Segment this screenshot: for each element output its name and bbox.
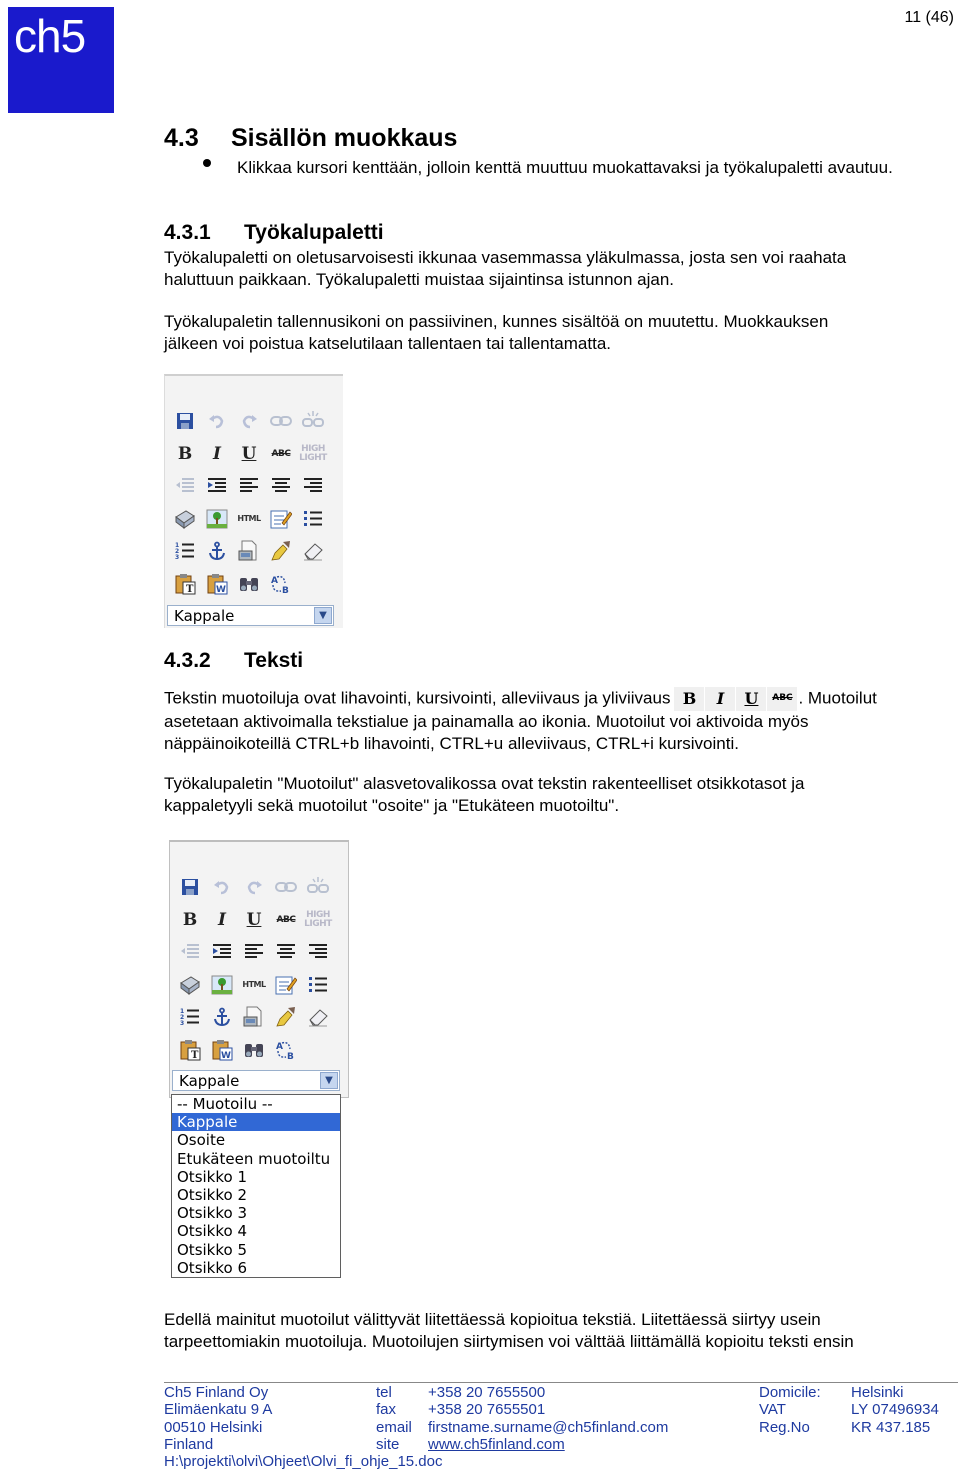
section-number: 4.3.1 — [164, 221, 211, 244]
paragraph-line: Työkalupaletin tallennusikoni on passiivinen, kunnes sisältöä on muutettu. Muokkauksen — [164, 312, 829, 331]
toolbar-palette-screenshot — [164, 374, 343, 628]
footer-domicile: Helsinki — [851, 1384, 904, 1401]
footer-legal-values — [851, 1384, 956, 1436]
html-icon[interactable] — [233, 504, 265, 534]
footer-vat: LY 07496934 — [851, 1401, 939, 1419]
bold-icon[interactable]: B — [177, 443, 193, 464]
footer-contact-values — [428, 1384, 748, 1453]
align-left-icon[interactable] — [233, 471, 265, 501]
underline-icon[interactable]: U — [246, 909, 262, 930]
dropdown-option[interactable]: Otsikko 6 — [177, 1258, 247, 1277]
svg-text:T: T — [186, 583, 194, 595]
footer-street: Elimäenkatu 9 A — [164, 1401, 273, 1419]
highlight-icon[interactable] — [302, 905, 334, 935]
undo-icon[interactable] — [201, 406, 233, 436]
paragraph — [164, 1309, 960, 1352]
eraser-icon[interactable] — [302, 1002, 334, 1032]
bullet-list-icon[interactable] — [302, 970, 334, 1000]
footer-site-link[interactable]: www.ch5finland.com — [428, 1435, 565, 1453]
highlight-label-top: HIGH — [301, 443, 325, 454]
inline-strikethrough-icon — [767, 687, 797, 711]
footer-divider — [164, 1382, 958, 1383]
footer-country: Finland — [164, 1435, 214, 1453]
dropdown-option[interactable]: Otsikko 4 — [177, 1222, 247, 1241]
paragraph-line: näppäinoikoteillä CTRL+b lihavointi, CTRL+u alleviivaus, CTRL+i kursivointi. — [164, 733, 739, 753]
svg-text:2: 2 — [180, 1014, 185, 1021]
paragraph — [164, 247, 954, 290]
paste-text-icon[interactable] — [169, 569, 201, 599]
align-left-icon[interactable] — [238, 937, 270, 967]
dropdown-option[interactable]: Etukäteen muotoiltu — [177, 1149, 331, 1168]
svg-text:B: B — [282, 585, 289, 595]
underline-icon[interactable]: U — [241, 443, 257, 464]
link-icon[interactable] — [265, 406, 297, 436]
dropdown-option[interactable]: Otsikko 5 — [177, 1240, 247, 1259]
paragraph — [164, 773, 960, 816]
italic-icon[interactable]: I — [213, 443, 221, 464]
clean-brush-icon[interactable] — [270, 1002, 302, 1032]
paste-word-icon[interactable] — [201, 569, 233, 599]
inline-bold-icon: B — [674, 687, 704, 711]
italic-icon[interactable]: I — [218, 909, 226, 930]
section-heading-4-3 — [164, 124, 457, 153]
paragraph-line: asetetaan aktivoimalla tekstialue ja painamalla ao ikonia. Muotoilut voi aktivoida myös — [164, 712, 809, 731]
inline-italic-icon: I — [705, 687, 735, 711]
svg-text:A: A — [276, 1041, 283, 1052]
section-title: Teksti — [244, 649, 304, 672]
page-number: 11 (46) — [904, 9, 954, 26]
format-select[interactable] — [172, 1070, 340, 1091]
paragraph-line: jälkeen voi poistua katselutilaan tallentaen tai tallentamatta. — [164, 333, 612, 353]
section-number: 4.3.2 — [164, 649, 211, 672]
paragraph-line: kappaletyyli sekä muotoilut "osoite" ja "Etukäteen muotoiltu". — [164, 795, 620, 815]
dropdown-option[interactable]: Osoite — [177, 1131, 226, 1150]
svg-text:3: 3 — [180, 1020, 185, 1027]
toolbar-palette-with-dropdown-screenshot — [169, 840, 349, 1098]
text-run: Tekstin muotoiluja ovat lihavointi, kursivointi, alleviivaus ja yliviivaus — [164, 688, 671, 708]
align-center-icon[interactable] — [265, 471, 297, 501]
strikethrough-icon[interactable] — [265, 439, 297, 469]
bold-icon[interactable]: B — [182, 909, 198, 930]
paragraph-line: Edellä mainitut muotoilut välittyvät liitettäessä kopioitua tekstiä. Liitettäessä siirtyy usein — [164, 1310, 821, 1329]
image-icon[interactable] — [206, 970, 238, 1000]
strikethrough-label: ABC — [271, 448, 291, 459]
form-edit-icon[interactable] — [270, 970, 302, 1000]
paragraph-line — [164, 687, 960, 711]
footer-city: 00510 Helsinki — [164, 1418, 263, 1436]
outdent-icon[interactable] — [169, 471, 201, 501]
bullet-list-icon[interactable] — [297, 504, 329, 534]
section-number: 4.3 — [164, 124, 199, 152]
logo-text: ch5 — [14, 10, 86, 62]
chevron-down-icon[interactable]: ▼ — [314, 607, 332, 624]
footer-file-path: H:\projekti\olvi\Ohjeet\Olvi_fi_ohje_15.doc — [164, 1453, 443, 1471]
paragraph-line: haluttuun paikkaan. Työkalupaletti muistaa sijaintinsa istunnon ajan. — [164, 269, 675, 289]
find-icon[interactable] — [238, 1035, 270, 1065]
section-title: Työkalupaletti — [244, 221, 384, 244]
dropdown-option[interactable]: Otsikko 1 — [177, 1167, 247, 1186]
section-title: Sisällön muokkaus — [231, 124, 458, 152]
insert-file-icon[interactable] — [233, 536, 265, 566]
format-select[interactable] — [167, 605, 334, 626]
footer-company: Ch5 Finland Oy — [164, 1384, 269, 1401]
svg-text:B: B — [287, 1051, 294, 1061]
format-select-value: Kappale — [174, 607, 235, 625]
indent-icon[interactable] — [201, 471, 233, 501]
paragraph — [164, 687, 960, 754]
numbered-list-icon[interactable] — [174, 1002, 206, 1032]
svg-text:W: W — [216, 584, 226, 595]
html-label: HTML — [237, 514, 261, 523]
paste-text-icon[interactable] — [174, 1035, 206, 1065]
footer-domicile-label: Domicile: — [759, 1384, 821, 1401]
align-center-icon[interactable] — [270, 937, 302, 967]
svg-text:2: 2 — [175, 548, 180, 555]
clean-brush-icon[interactable] — [265, 536, 297, 566]
table-icon[interactable] — [174, 970, 206, 1000]
svg-text:A: A — [271, 575, 278, 586]
chevron-down-icon[interactable]: ▼ — [320, 1072, 338, 1089]
strikethrough-label: ABC — [276, 914, 296, 925]
undo-icon[interactable] — [206, 872, 238, 902]
svg-text:1: 1 — [180, 1008, 185, 1015]
dropdown-option[interactable]: Otsikko 3 — [177, 1204, 247, 1223]
dropdown-option[interactable]: Otsikko 2 — [177, 1185, 247, 1204]
format-select-value: Kappale — [179, 1072, 240, 1090]
paragraph-line: Työkalupaletti on oletusarvoisesti ikkunaa vasemmassa yläkulmassa, josta sen voi raahata — [164, 248, 847, 267]
svg-text:1: 1 — [175, 542, 180, 549]
svg-text:W: W — [221, 1050, 231, 1061]
replace-icon[interactable] — [265, 569, 297, 599]
unlink-icon[interactable] — [302, 872, 334, 902]
redo-icon[interactable] — [238, 872, 270, 902]
paste-word-icon[interactable] — [206, 1035, 238, 1065]
align-right-icon[interactable] — [302, 937, 334, 967]
find-icon[interactable] — [233, 569, 265, 599]
unlink-icon[interactable] — [297, 406, 329, 436]
bullet-text: Klikkaa kursori kenttään, jolloin kenttä muuttuu muokattavaksi ja työkalupaletti avautuu. — [237, 158, 893, 177]
html-label: HTML — [242, 980, 266, 989]
inline-underline-icon: U — [736, 687, 766, 711]
paragraph — [164, 311, 954, 354]
section-heading-4-3-1 — [164, 221, 384, 245]
highlight-icon[interactable] — [297, 439, 329, 469]
table-icon[interactable] — [169, 504, 201, 534]
footer-tel: +358 20 7655500 — [428, 1384, 546, 1401]
footer-reg: KR 437.185 — [851, 1418, 931, 1436]
footer-site-label: site — [376, 1435, 400, 1453]
dropdown-option-selected[interactable]: Kappale — [172, 1113, 340, 1131]
footer-contact-labels — [376, 1384, 428, 1453]
footer-fax: +358 20 7655501 — [428, 1401, 546, 1419]
footer-fax-label: fax — [376, 1401, 397, 1419]
highlight-label-bottom: LIGHT — [304, 918, 332, 929]
align-right-icon[interactable] — [297, 471, 329, 501]
highlight-label-bottom: LIGHT — [299, 452, 327, 463]
outdent-icon[interactable] — [174, 937, 206, 967]
footer-legal-labels — [759, 1384, 849, 1436]
format-dropdown-list — [171, 1094, 341, 1278]
paragraph-line: tarpeettomiakin muotoiluja. Muotoilujen siirtymisen voi välttää liittämällä kopioitu teksti ensin — [164, 1331, 854, 1351]
form-edit-icon[interactable] — [265, 504, 297, 534]
insert-file-icon[interactable] — [238, 1002, 270, 1032]
numbered-list-icon[interactable] — [169, 536, 201, 566]
dropdown-option[interactable]: -- Muotoilu -- — [177, 1095, 273, 1113]
redo-icon[interactable] — [233, 406, 265, 436]
anchor-icon[interactable] — [206, 1002, 238, 1032]
bullet-dot — [203, 159, 211, 167]
link-icon[interactable] — [270, 872, 302, 902]
save-icon[interactable] — [174, 872, 206, 902]
company-logo — [8, 7, 114, 113]
footer-reg-label: Reg.No — [759, 1418, 810, 1436]
svg-text:T: T — [191, 1049, 199, 1061]
section-heading-4-3-2 — [164, 649, 303, 673]
paragraph-line: Työkalupaletin "Muotoilut" alasvetovalikossa ovat tekstin rakenteelliset otsikkotasot ja — [164, 774, 805, 793]
highlight-label-top: HIGH — [306, 909, 330, 920]
indent-icon[interactable] — [206, 937, 238, 967]
anchor-icon[interactable] — [201, 536, 233, 566]
image-icon[interactable] — [201, 504, 233, 534]
html-icon[interactable] — [238, 970, 270, 1000]
eraser-icon[interactable] — [297, 536, 329, 566]
footer-email: firstname.surname@ch5finland.com — [428, 1418, 669, 1436]
footer-tel-label: tel — [376, 1384, 392, 1401]
footer-email-label: email — [376, 1418, 412, 1436]
strikethrough-label: ABC — [772, 693, 793, 704]
text-run: . Muotoilut — [798, 688, 877, 708]
strikethrough-icon[interactable] — [270, 905, 302, 935]
footer-vat-label: VAT — [759, 1401, 786, 1419]
svg-text:3: 3 — [175, 554, 180, 561]
replace-icon[interactable] — [270, 1035, 302, 1065]
save-icon[interactable] — [169, 406, 201, 436]
